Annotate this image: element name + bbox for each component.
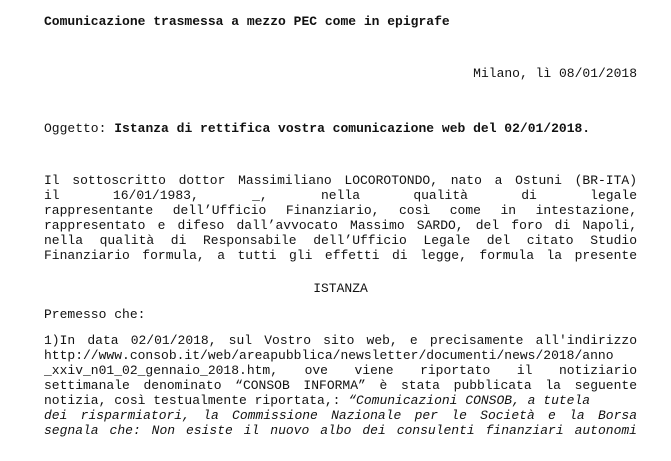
point-line: 1)In data 02/01/2018, sul Vostro sito web, e precisamente all'indirizzo	[44, 333, 637, 348]
subject-line	[44, 121, 637, 136]
subject-text: Istanza di rettifica vostra comunicazione web del 02/01/2018.	[114, 121, 591, 136]
intro-line: Il sottoscritto dottor Massimiliano LOCOROTONDO, nato a Ostuni (BR-ITA)	[44, 173, 637, 188]
point-italic-line: dei risparmiatori, la Commissione Nazionale per le Società e la Borsa	[44, 408, 637, 423]
place-date: Milano, lì 08/01/2018	[473, 66, 637, 81]
point-italic-line: segnala che: Non esiste il nuovo albo dei consulenti finanziari autonomi	[44, 423, 637, 438]
pec-notice: Comunicazione trasmessa a mezzo PEC come in epigrafe	[44, 14, 450, 29]
intro-line: il 16/01/1983, _, nella qualità di legale	[44, 188, 637, 203]
intro-line: rappresentato e difeso dall’avvocato Massimo SARDO, del foro di Napoli,	[44, 218, 637, 233]
premise-label: Premesso che:	[44, 307, 146, 322]
point-line: settimanale denominato “CONSOB INFORMA” è stata pubblicata la seguente	[44, 378, 637, 393]
intro-line: Finanziario formula, a tutti gli effetti di legge, formula la presente	[44, 248, 637, 263]
point-line-mixed	[44, 393, 637, 408]
section-heading: ISTANZA	[313, 281, 368, 296]
intro-line: nella qualità di Responsabile dell’Ufficio Legale del citato Studio	[44, 233, 637, 248]
point-line: _xxiv_n01_02_gennaio_2018.htm, ove viene riportato il notiziario	[44, 363, 637, 378]
subject-label: Oggetto:	[44, 121, 107, 136]
point-line: http://www.consob.it/web/areapubblica/newsletter/documenti/news/2018/anno	[44, 348, 614, 363]
point-plain-text: notizia, così testualmente riportata,:	[44, 393, 349, 408]
point-italic-text: “Comunicazioni CONSOB, a tutela	[348, 393, 591, 408]
intro-line: rappresentante dell’Ufficio Finanziario, così come in intestazione,	[44, 203, 637, 218]
